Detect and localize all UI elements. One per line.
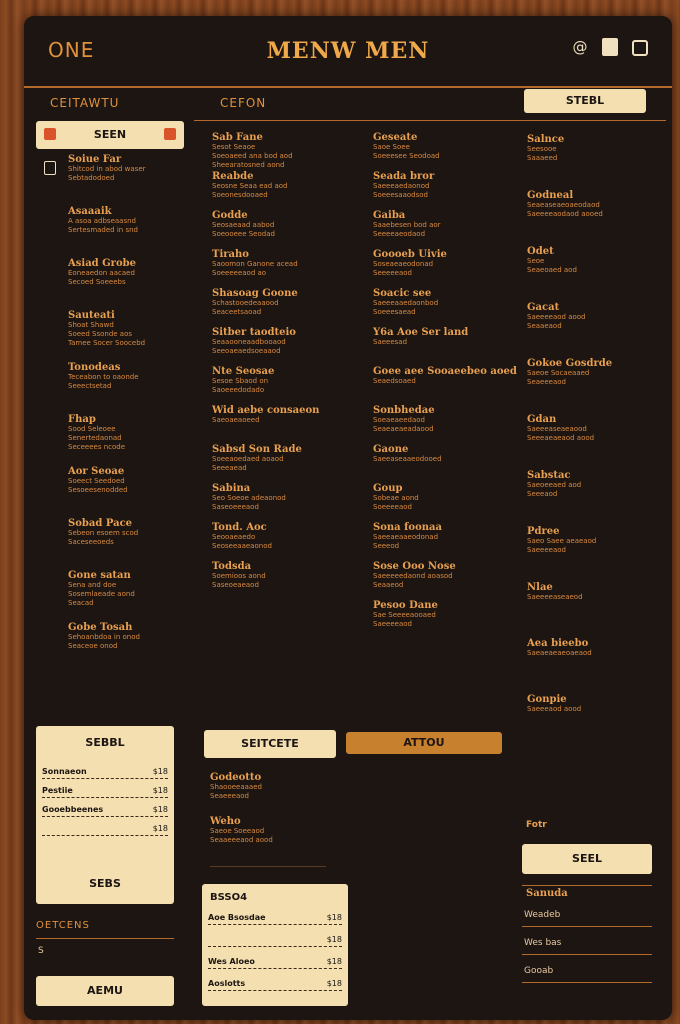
search-label: SEEN [93,128,127,141]
menu-item[interactable] [373,483,501,512]
menu-item-name: Gobe Tosah [68,622,133,633]
price-row-name: Aoe Bsosdae [208,913,266,922]
menu-item-name: Soiue Far [68,154,122,165]
price-row-price: $18 [152,824,168,833]
footer-link-divider [522,954,652,955]
menu-item-name: Godde [212,210,248,221]
menu-item-desc: Saeoeeaed aod [527,481,582,489]
left-bottom-divider [36,938,174,939]
price-row-price: $18 [152,805,168,814]
menu-item-desc: Tamee Socer Soocebd [68,339,146,347]
menu-item[interactable] [68,570,196,608]
menu-item-name: Tonodeas [68,362,121,373]
menu-item-desc: Saeeaseaaeodooed [373,455,442,463]
menu-item[interactable] [373,171,501,200]
menu-item-desc: Saseoeaeaod [212,581,259,589]
menu-item[interactable] [527,190,655,219]
menu-item[interactable] [527,246,655,275]
menu-item[interactable] [212,561,340,590]
right-bottom-heading: Sanuda [526,888,568,899]
bookmark-icon[interactable] [602,38,618,56]
menu-item-name: Goee aee Sooaeebeo aoed [373,366,517,377]
menu-item-name: Pesoo Dane [373,600,438,611]
menu-item-desc: Seeeeaeodaod [373,230,426,238]
menu-item-name: Shasoag Goone [212,288,298,299]
menu-item-name: Sauteati [68,310,115,321]
price-row-name: Pestiie [42,786,73,795]
menu-item-desc: Seaeeeaod [527,378,566,386]
menu-item-desc: Soeeesaaodsod [373,191,428,199]
menu-item-desc: Seaaeeeaod aood [210,836,273,844]
menu-item-desc: Saeeaeaaeodonad [373,533,439,541]
menu-item[interactable] [212,483,340,512]
menu-item-desc: Soeeaoedaed aoaod [212,455,284,463]
menu-item-name: Todsda [212,561,252,572]
menu-item[interactable] [68,466,196,495]
menu-item-name: Sab Fane [212,132,263,143]
price-row[interactable] [208,932,342,947]
menu-item-desc: Senertedaonad [68,434,122,442]
page-title: MENW MEN [266,38,430,64]
menu-item[interactable] [210,816,338,845]
menu-item-desc: Saeoe Soeeaod [210,827,265,835]
menu-item-desc: Saeeeeaseaeod [527,593,583,601]
menu-item-desc: Seeoaeaedsoeaaod [212,347,281,355]
menu-item-name: Sabsd Son Rade [212,444,302,455]
menu-item-name: Wid aebe consaeon [212,405,320,416]
menu-item-desc: Saoomon Ganone acead [212,260,298,268]
menu-item-desc: Seaedsoaed [373,377,416,385]
menu-item-desc: Soemioos aond [212,572,266,580]
footer-link-divider [522,982,652,983]
menu-item-name: Gone satan [68,570,131,581]
menu-item[interactable] [68,310,196,348]
menu-frame [24,16,672,1020]
menu-item[interactable] [527,638,655,658]
menu-item-desc: Seoseeaaeaonod [212,542,272,550]
menu-item-desc: Seaeoaed aod [527,266,577,274]
menu-item-desc: Saseoeeeaod [212,503,259,511]
menu-item[interactable] [68,414,196,452]
footer-link[interactable]: Wes bas [524,938,562,948]
menu-item-desc: Shaooeeaaaed [210,783,262,791]
menu-item-name: Weho [210,816,241,827]
menu-item-name: Sabina [212,483,251,494]
menu-item-name: Sonbhedae [373,405,435,416]
menu-item[interactable] [373,132,501,161]
menu-item[interactable] [68,154,196,183]
menu-item-desc: Seaaeaod [527,322,562,330]
menu-item-desc: Saeeeaod aood [527,705,582,713]
menu-item-desc: Saeeeeaod [373,620,412,628]
menu-item-desc: Teceabon to oaonde [68,373,139,381]
menu-item-desc: Soeeeeeaod ao [212,269,267,277]
square-icon[interactable] [632,40,648,56]
menu-item-desc: Sobeae aond [373,494,419,502]
menu-item-desc: Eoneaedon aacaed [68,269,135,277]
menu-item-desc: Schastooedeaaood [212,299,279,307]
price-row-name: Sonnaeon [42,767,87,776]
menu-item-name: Sobad Pace [68,518,133,529]
menu-item-desc: Saeaeaeaeoaeaod [527,649,592,657]
left-bottom-small: S [38,946,44,956]
price-row-name: Wes Aloeo [208,957,255,966]
menu-item-name: Sitber taodteio [212,327,296,338]
menu-item-desc: Seeeeeaod [373,269,412,277]
menu-item-desc: Sood Seleoee [68,425,116,433]
menu-item[interactable] [68,362,196,391]
menu-item-desc: Seosne Seaa ead aod [212,182,288,190]
menu-item-desc: Sesot Seaoe [212,143,256,151]
menu-item-desc: Seo Soeoe adeaonod [212,494,286,502]
aemu-button[interactable]: AEMU [36,976,174,1006]
menu-item-name: Goup [373,483,403,494]
menu-item-desc: Seeeaead [212,464,247,472]
menu-item-desc: Sesoeesenodded [68,486,128,494]
menu-item-desc: Soseaeaeodonad [373,260,434,268]
price-row-price: $18 [326,935,342,944]
seitcete-button[interactable]: SEITCETE [204,730,336,758]
menu-item[interactable] [373,366,517,386]
menu-item-desc: Sheearatosned aond [212,161,285,169]
footer-link[interactable]: Weadeb [524,910,561,920]
footer-link-divider [522,926,652,927]
menu-item-name: Gokoe Gosdrde [527,358,613,369]
menu-item-name: Tiraho [212,249,249,260]
menu-item-name: Goooeb Uivie [373,249,447,260]
price-row[interactable] [42,764,168,779]
specials-card-footer[interactable]: SEBS [89,877,121,890]
menu-item-desc: Saaebesen bod aor [373,221,441,229]
tab-divider [194,120,666,121]
menu-item-desc: Sesoe Sbaod on [212,377,269,385]
menu-item-name: Soacic see [373,288,432,299]
header-divider [24,86,672,88]
menu-item-desc: Seaeaeaeadaood [373,425,434,433]
menu-item[interactable] [373,249,501,278]
menu-item-desc: Seeectsetad [68,382,112,390]
menu-item-desc: Sehoanbdoa in onod [68,633,140,641]
menu-item-desc: Seaeeeaod [210,792,249,800]
menu-item-desc: Soeeesaead [373,308,416,316]
menu-item-desc: Saaaeed [527,154,558,162]
tab-left[interactable]: CEITAWTU [50,96,120,110]
menu-item-desc: Soeeesee Seodoad [373,152,440,160]
menu-item-desc: Soeooeee Seodad [212,230,275,238]
price-row-price: $18 [326,913,342,922]
menu-item-name: Geseate [373,132,418,143]
bottom-price-card [202,884,348,1006]
menu-item[interactable] [212,288,340,317]
menu-item-desc: Sertesmaded in snd [68,226,138,234]
menu-item-desc: Seeeaod [527,490,558,498]
mid-divider [210,866,326,867]
menu-item[interactable] [212,171,340,200]
price-row-price: $18 [152,786,168,795]
menu-item-desc: Seesooe [527,145,557,153]
specials-card-title: SEBBL [85,736,125,749]
menu-item-desc: Saeeeeedaond aoasod [373,572,453,580]
right-bottom-divider [522,885,652,886]
menu-item-desc: Saeo Saee aeaeaod [527,537,597,545]
menu-item[interactable] [373,600,501,629]
menu-item-name: Gacat [527,302,560,313]
menu-item-name: Reabde [212,171,254,182]
menu-item[interactable] [373,444,501,464]
menu-item[interactable] [212,366,340,395]
menu-item-desc: Saceseeoeds [68,538,114,546]
menu-item[interactable] [212,327,340,356]
menu-item-desc: Saeeesad [373,338,408,346]
price-row-price: $18 [326,979,342,988]
menu-item-name: Pdree [527,526,560,537]
menu-item-desc: Saeoaeaoeed [212,416,260,424]
menu-item-name: Asaaaik [68,206,112,217]
price-row-price: $18 [326,957,342,966]
price-row[interactable] [208,976,342,991]
menu-item-name: Asiad Grobe [68,258,136,269]
menu-item[interactable] [68,206,196,235]
price-row[interactable] [42,821,168,836]
price-row[interactable] [42,802,168,817]
menu-item-name: Fhap [68,414,96,425]
brand-logo: ONE [48,38,95,62]
menu-item-desc: Sae Seeeeaooaed [373,611,436,619]
menu-item-desc: Soeeeeaod [373,503,412,511]
price-row-name: Aoslotts [208,979,246,988]
at-icon[interactable]: @ [572,38,588,56]
menu-item-name: Salnce [527,134,565,145]
menu-item-name: Nte Seosae [212,366,275,377]
menu-item-desc: Seooaeaedo [212,533,256,541]
tab-center[interactable]: CEFON [220,96,267,110]
price-row-name: Gooebbeenes [42,805,104,814]
price-row[interactable] [208,954,342,969]
menu-item-name: Godneal [527,190,574,201]
menu-item-desc: Saeeeaaedaonbod [373,299,439,307]
menu-item-desc: Seaaooneaadbooaod [212,338,286,346]
menu-item[interactable] [527,302,655,331]
menu-item-desc: Soeaeaeedaod [373,416,425,424]
menu-item[interactable] [527,470,655,499]
menu-item[interactable] [212,210,340,239]
menu-item-desc: Saeeeaedaonod [373,182,430,190]
menu-item[interactable] [527,694,655,714]
menu-item-name: Y6a Aoe Ser land [373,327,469,338]
menu-item-desc: Saeeeeaod aood [527,313,586,321]
menu-item[interactable] [527,134,655,163]
footer-link[interactable]: Gooab [524,966,554,976]
menu-item[interactable] [68,518,196,547]
menu-item-desc: Soeonesdooaed [212,191,268,199]
menu-item[interactable] [373,327,501,347]
seel-button[interactable]: SEEL [522,844,652,874]
menu-item-desc: Secoed Soeeebs [68,278,126,286]
menu-item-desc: Seeeod [373,542,400,550]
menu-item-desc: Soeoaeed ana bod aod [212,152,293,160]
right-bottom-label: Fotr [526,820,547,830]
menu-item-desc: Saeeeeaodaod aooed [527,210,603,218]
menu-item-name: Sose Ooo Nose [373,561,456,572]
menu-item-name: Godeotto [210,772,262,783]
menu-item-name: Sona foonaa [373,522,442,533]
menu-item[interactable] [373,210,501,239]
menu-item-desc: Soeect Seedoed [68,477,125,485]
menu-item-desc: Seaceetsaoad [212,308,262,316]
menu-item-desc: Sosemlaeade aond [68,590,135,598]
menu-item-desc: Seaeaseaeoaeodaod [527,201,600,209]
doc-icon[interactable] [44,161,56,175]
menu-item-name: Sabstac [527,470,571,481]
filter-icon[interactable] [164,128,176,140]
specials-card [36,726,174,904]
menu-item-name: Gonpie [527,694,567,705]
search-bar[interactable] [36,121,184,149]
menu-item-desc: Sena and doe [68,581,117,589]
menu-item-desc: A asoa adbseaasnd [68,217,136,225]
menu-item-desc: Saeeeaseaeaood [527,425,587,433]
menu-item-desc: Saoeeedodado [212,386,265,394]
menu-item[interactable] [212,249,340,278]
menu-item-name: Tond. Aoc [212,522,267,533]
menu-item-name: Nlae [527,582,553,593]
menu-item-name: Aea bieebo [527,638,589,649]
menu-item[interactable] [527,358,655,387]
menu-item-desc: Seacad [68,599,94,607]
menu-item[interactable] [373,522,501,551]
menu-item[interactable] [212,132,340,170]
header-icons [572,38,648,56]
menu-item-desc: Sebeon esoem scod [68,529,139,537]
bottom-card-title: BSSO4 [210,892,248,903]
price-row-price: $18 [152,767,168,776]
menu-item[interactable] [373,561,501,590]
menu-item[interactable] [212,522,340,551]
left-bottom-label: OETCENS [36,920,90,931]
menu-item[interactable] [68,622,196,651]
menu-item[interactable] [527,414,655,443]
menu-item-name: Gaiba [373,210,406,221]
menu-item[interactable] [68,258,196,287]
menu-item-desc: Saeeeeaod [527,546,566,554]
menu-item-desc: Sebtadodoed [68,174,115,182]
menu-item[interactable] [210,772,338,801]
menu-item[interactable] [373,405,501,434]
menu-item-desc: Saeoe Socaeaaed [527,369,590,377]
menu-item-name: Odet [527,246,554,257]
menu-item[interactable] [212,444,340,473]
menu-item-desc: Seaceoe onod [68,642,118,650]
menu-item-desc: Saoe Soee [373,143,410,151]
menu-item[interactable] [212,405,340,425]
menu-item[interactable] [373,288,501,317]
menu-item-desc: Soeed Ssonde aos [68,330,133,338]
price-row[interactable] [42,783,168,798]
stebl-button[interactable]: STEBL [524,89,646,113]
menu-item-desc: Shoat Shawd [68,321,114,329]
menu-item-name: Gaone [373,444,409,455]
menu-item[interactable] [527,582,655,602]
price-row[interactable] [208,910,342,925]
menu-item-name: Aor Seoae [68,466,125,477]
menu-item-name: Seada bror [373,171,435,182]
attou-button[interactable]: ATTOU [346,732,502,754]
menu-item-desc: Seeeaeaeaod aood [527,434,595,442]
menu-item-desc: Seaaeod [373,581,404,589]
menu-item[interactable] [527,526,655,555]
menu-item-desc: Shitcod in abod waser [68,165,146,173]
menu-item-desc: Seosaeaad aabod [212,221,275,229]
menu-item-desc: Seceeees ncode [68,443,126,451]
menu-item-name: Gdan [527,414,557,425]
menu-item-desc: Seoe [527,257,545,265]
